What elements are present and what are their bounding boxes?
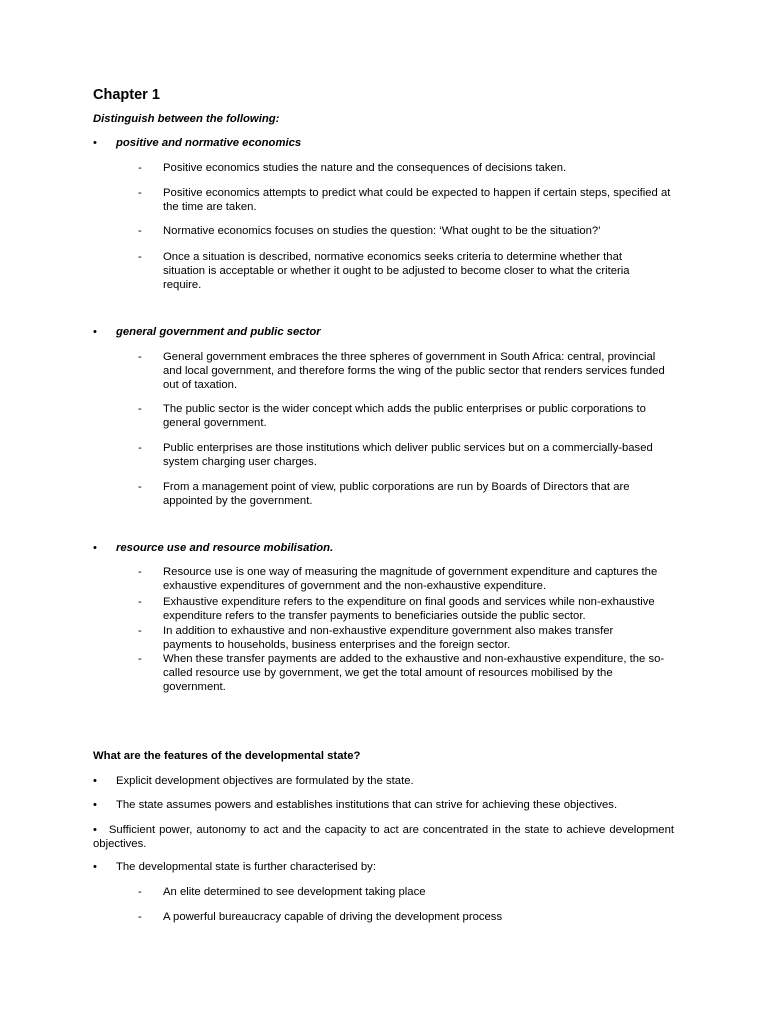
dash-marker: - <box>138 566 142 578</box>
list-item: Once a situation is described, normative economics seeks criteria to determine whether that situation is acceptable or whether it ought to be adjusted to become closer to what the criteria require. <box>163 251 630 291</box>
dash-marker: - <box>138 911 142 923</box>
list-item: Resource use is one way of measuring the magnitude of government expenditure and captures the exhaustive expenditures of government and the non-exhaustive expenditure. <box>163 566 658 592</box>
chapter-title: Chapter 1 <box>93 87 160 103</box>
feature-point-text: Sufficient power, autonomy to act and the capacity to act are concentrated in the state to achieve development objectives. <box>93 824 675 850</box>
bullet-icon: • <box>93 326 97 338</box>
bullet-icon: • <box>93 799 97 811</box>
list-item: Exhaustive expenditure refers to the expenditure on final goods and services while non-exhaustive expenditure refers to the transfer payments to beneficiaries outside the public sector. <box>163 596 655 622</box>
dash-marker: - <box>138 596 142 608</box>
list-item: Positive economics studies the nature and the consequences of decisions taken. <box>163 162 567 174</box>
bullet-icon: • <box>93 861 97 873</box>
feature-point: The developmental state is further characterised by: <box>116 861 376 873</box>
feature-point: The state assumes powers and establishes institutions that can strive for achieving these objectives. <box>116 799 618 811</box>
dash-marker: - <box>138 625 142 637</box>
bullet-icon: • <box>93 775 97 787</box>
dash-marker: - <box>138 351 142 363</box>
list-item: When these transfer payments are added to the exhaustive and non-exhaustive expenditure, the so-called resource use by government, we get the total amount of resources mobilised by the government. <box>163 653 665 693</box>
features-question: What are the features of the developmental state? <box>93 750 361 762</box>
list-item: Normative economics focuses on studies the question: ‘What ought to be the situation?’ <box>163 225 601 237</box>
dash-marker: - <box>138 886 142 898</box>
section-heading: general government and public sector <box>116 326 321 338</box>
list-item: From a management point of view, public corporations are run by Boards of Directors that are appointed by the government. <box>163 481 630 507</box>
dash-marker: - <box>138 187 142 199</box>
dash-marker: - <box>138 403 142 415</box>
bullet-icon: • <box>93 137 97 149</box>
characteristic-item: An elite determined to see development taking place <box>163 886 426 898</box>
bullet-icon: • <box>93 542 97 554</box>
feature-point-justified <box>93 824 674 852</box>
bullet-icon: • <box>93 824 97 836</box>
list-item: In addition to exhaustive and non-exhaustive expenditure government also makes transfer payments to households, business enterprises and the foreign sector. <box>163 625 614 651</box>
instruction-heading: Distinguish between the following: <box>93 113 280 125</box>
dash-marker: - <box>138 481 142 493</box>
dash-marker: - <box>138 162 142 174</box>
dash-marker: - <box>138 225 142 237</box>
list-item: Public enterprises are those institutions which deliver public services but on a commercially-based system charging user charges. <box>163 442 653 468</box>
dash-marker: - <box>138 251 142 263</box>
list-item: Positive economics attempts to predict what could be expected to happen if certain steps, specified at the time are taken. <box>163 187 671 213</box>
list-item: General government embraces the three spheres of government in South Africa: central, provincial and local government, and therefore forms the wing of the public sector that renders services funded out of taxation. <box>163 351 665 391</box>
section-heading: positive and normative economics <box>116 137 302 149</box>
section-heading: resource use and resource mobilisation. <box>116 542 334 554</box>
dash-marker: - <box>138 653 142 665</box>
list-item: The public sector is the wider concept which adds the public enterprises or public corporations to general government. <box>163 403 646 429</box>
dash-marker: - <box>138 442 142 454</box>
feature-point: Explicit development objectives are formulated by the state. <box>116 775 414 787</box>
characteristic-item: A powerful bureaucracy capable of driving the development process <box>163 911 503 923</box>
